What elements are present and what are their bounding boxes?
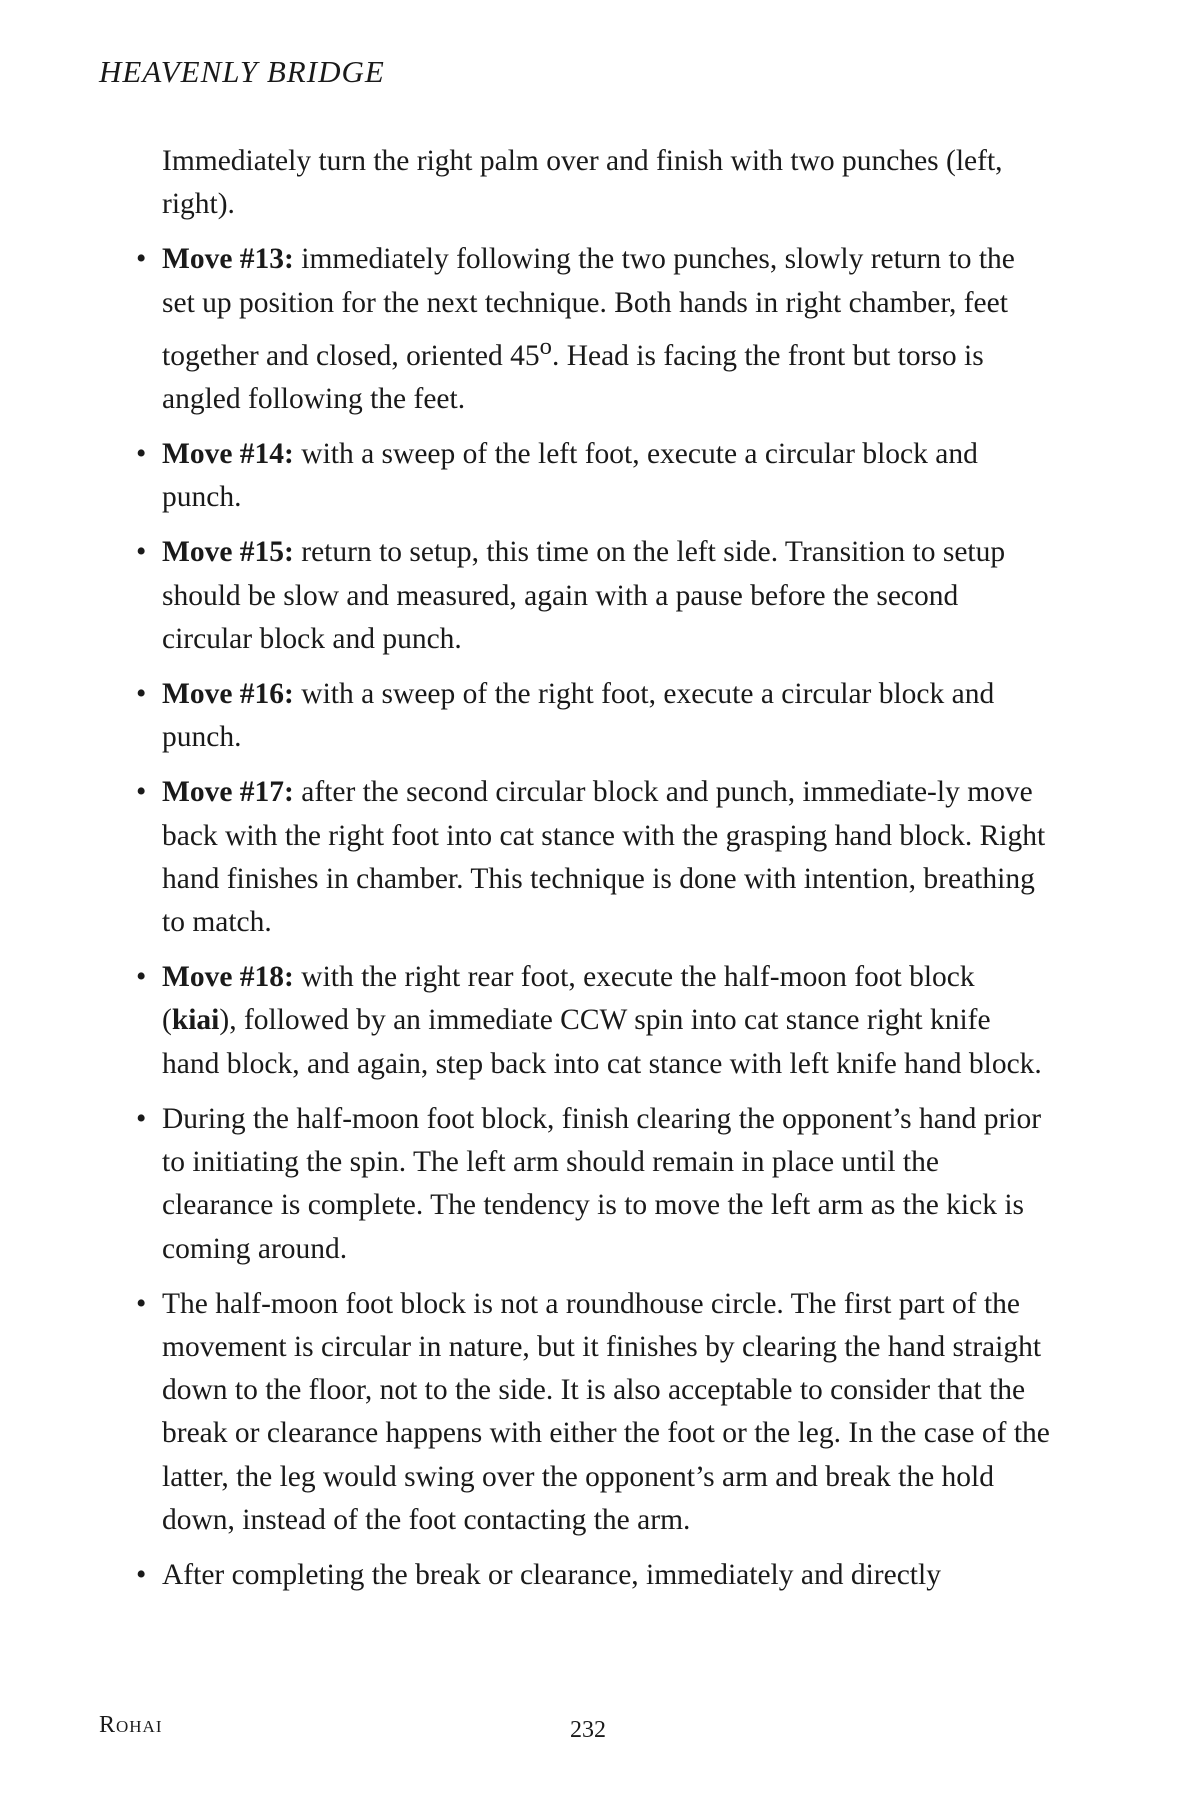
item-text-after: ), followed by an immediate CCW spin into cat stance right knife hand block, and again, step back into cat stance with left knife hand block. [162,1004,1042,1080]
item-label: Move #15: [162,536,294,569]
bullet-icon: • [136,961,147,994]
running-head-title: HEAVENLY BRIDGE [99,54,385,89]
list-item-note-clearing [136,1098,1052,1271]
item-text: immediately following the two punches, slowly return to the set up position for the next technique. Both hands in right chamber, feet together and closed, oriented 45 [162,243,1015,372]
list-item-move-15 [136,531,1052,661]
item-text-after: . Head is facing the front but torso is angled following the feet. [162,339,984,415]
list-item-move-16 [136,673,1052,759]
footer-book-title: Rohai [99,1712,163,1738]
degree-superscript: o [539,332,552,360]
item-text: The half-moon foot block is not a roundhouse circle. The first part of the movement is circular in nature, but it finishes by clearing the hand straight down to the floor, not to the side. It is also acceptable to consider that the break or clearance happens with either the foot or the leg. In the case of the latter, the leg would swing over the opponent’s arm and break the hold down, instead of the foot contacting the arm. [162,1287,1050,1536]
kiai-term: kiai [171,1004,220,1037]
item-text: During the half-moon foot block, finish clearing the opponent’s hand prior to initiating the spin. The left arm should remain in place until the clearance is complete. The tendency is to move the left arm as the kick is coming around. [162,1102,1042,1265]
list-item-move-13 [136,238,1052,421]
list-item-move-17 [136,771,1052,944]
item-text: return to setup, this time on the left side. Transition to setup should be slow and measured, again with a pause before the second circular block and punch. [162,536,1006,655]
item-label: Move #13: [162,243,294,276]
item-label: Move #17: [162,776,294,809]
list-item-note-after-break [136,1554,1052,1597]
bullet-icon: • [136,438,147,471]
intro-paragraph: Immediately turn the right palm over and finish with two punches (left, right). [162,145,1003,221]
item-text: with a sweep of the left foot, execute a circular block and punch. [162,438,978,514]
bullet-icon: • [136,243,147,276]
bullet-icon: • [136,1558,147,1591]
item-label: Move #16: [162,678,294,711]
item-text: with a sweep of the right foot, execute a circular block and punch. [162,678,995,754]
bullet-icon: • [136,776,147,809]
item-text: with the right rear foot, execute the half-moon foot block ( [162,961,975,1037]
item-text: after the second circular block and punch, immediate-ly move back with the right foot into cat stance with the grasping hand block. Right hand finishes in chamber. This technique is done with intention, breathing to match. [162,776,1046,939]
move-list [136,238,1052,1597]
list-item-note-half-moon [136,1283,1052,1542]
page-body [136,140,1052,1609]
bullet-icon: • [136,1102,147,1135]
bullet-icon: • [136,678,147,711]
list-item-move-18 [136,956,1052,1086]
bullet-icon: • [136,536,147,569]
item-label: Move #18: [162,961,294,994]
bullet-icon: • [136,1287,147,1320]
item-label: Move #14: [162,438,294,471]
list-item-move-14 [136,433,1052,519]
page-number: 232 [570,1717,606,1743]
item-text: After completing the break or clearance, immediately and directly [162,1558,941,1591]
